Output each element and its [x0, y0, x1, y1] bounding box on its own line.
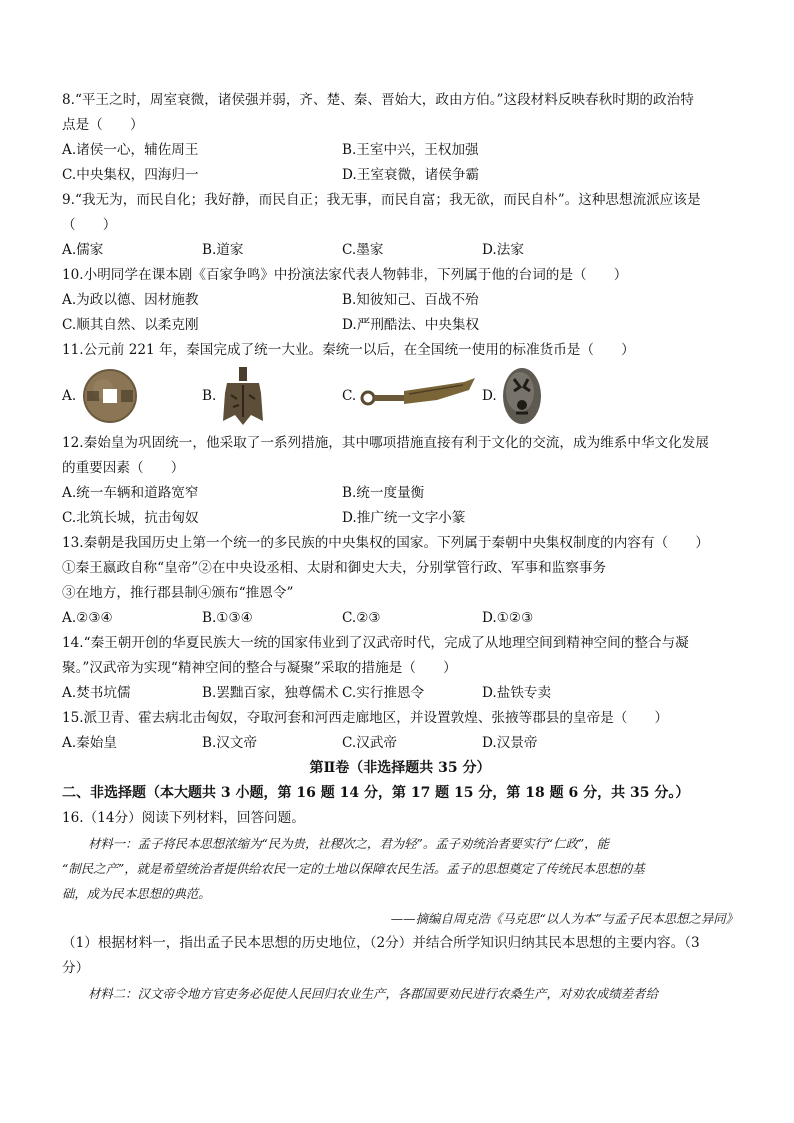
question-stem: 10.小明同学在课本剧《百家争鸣》中扮演法家代表人物韩非，下列属于他的台词的是（ ） — [62, 267, 628, 283]
option-d[interactable]: D.法家 — [482, 242, 524, 258]
material-line: 材料二：汉文帝令地方官吏务必促使人民回归农业生产，各郡国要劝民进行农桑生产，对劝农成绩差者给 — [88, 986, 658, 1001]
material-line: 础，成为民本思想的典范。 — [62, 886, 211, 901]
question-stem: 15.派卫青、霍去病北击匈奴，夺取河套和河西走廊地区，并设置敦煌、张掖等郡县的皇帝是（ ） — [62, 710, 669, 726]
material-two — [62, 981, 738, 1006]
option-label: B. — [202, 388, 217, 404]
option-d[interactable] — [482, 365, 622, 427]
question-stem: 16.（14分）阅读下列材料，回答问题。 — [62, 810, 305, 826]
statement-list: ①秦王嬴政自称“皇帝”②在中央设丞相、太尉和御史大夫，分别掌管行政、军事和监察事务 — [62, 560, 607, 576]
section-title: 第Ⅱ卷（非选择题共 35 分） — [309, 760, 491, 776]
round-square-hole-coin-icon — [79, 367, 141, 425]
option-d[interactable]: D.①②③ — [482, 610, 534, 626]
option-a[interactable]: A.②③④ — [62, 610, 113, 626]
option-label: A. — [62, 388, 77, 404]
option-a[interactable]: A.统一车辆和道路宽窄 — [62, 485, 199, 501]
material-line: 材料一：孟子将民本思想浓缩为“民为贵，社稷次之，君为轻”。孟子劝统治者要实行“仁政”，能 — [88, 836, 609, 851]
option-c[interactable]: C.墨家 — [342, 242, 384, 258]
option-d[interactable]: D.王室衰微，诸侯争霸 — [342, 167, 480, 183]
question-stem: （ ） — [62, 217, 117, 233]
option-c[interactable]: C.顺其自然、以柔克刚 — [62, 317, 199, 333]
question-stem: 9.“我无为，而民自化；我好静，而民自正；我无事，而民自富；我无欲，而民自朴”。这种思想流派应该是 — [62, 192, 701, 208]
question-stem: 8.“平王之时，周室衰微，诸侯强并弱，齐、楚、秦、晋始大，政由方伯。”这段材料反映春秋时期的政治特 — [62, 92, 694, 108]
option-b[interactable]: B.统一度量衡 — [342, 485, 425, 501]
question-13 — [62, 531, 738, 631]
part-title: 二、非选择题（本大题共 3 小题，第 16 题 14 分，第 17 题 15 分，第 18 题 6 分，共 35 分。） — [62, 785, 690, 801]
knife-coin-icon — [359, 376, 479, 416]
option-a[interactable]: A.秦始皇 — [62, 735, 117, 751]
spade-coin-icon — [219, 365, 267, 427]
question-9 — [62, 188, 738, 263]
question-15 — [62, 706, 738, 756]
option-d[interactable]: D.盐铁专卖 — [482, 685, 552, 701]
option-d[interactable]: D.严刑酷法、中央集权 — [342, 317, 480, 333]
exam-page — [62, 88, 738, 1006]
option-c[interactable]: C.北筑长城，抗击匈奴 — [62, 510, 199, 526]
sub-question-1: 分） — [62, 960, 90, 976]
question-12 — [62, 431, 738, 531]
question-stem: 13.秦朝是我国历史上第一个统一的多民族的中央集权的国家。下列属于秦朝中央集权制度的内容有（ ） — [62, 535, 709, 551]
option-d[interactable]: D.汉景帝 — [482, 735, 538, 751]
option-c[interactable]: C.中央集权，四海归一 — [62, 167, 199, 183]
sub-question-1: （1）根据材料一，指出孟子民本思想的历史地位，（2分）并结合所学知识归纳其民本思想的主要内容。（3 — [62, 935, 700, 951]
material-source: ——摘编自周克浩《马克思“以人为本”与孟子民本思想之异同》 — [390, 911, 738, 926]
question-stem: 的重要因素（ ） — [62, 460, 185, 476]
question-stem: 14.“秦王朝开创的华夏民族大一统的国家伟业到了汉武帝时代，完成了从地理空间到精神空间的整合与凝 — [62, 635, 689, 651]
option-a[interactable]: A.为政以德、因材施教 — [62, 292, 199, 308]
question-11 — [62, 338, 738, 427]
option-a[interactable]: A.儒家 — [62, 242, 104, 258]
option-label: C. — [342, 388, 357, 404]
ant-nose-coin-icon — [500, 365, 544, 427]
question-stem: 11.公元前 221 年，秦国完成了统一大业。秦统一以后，在全国统一使用的标准货币是（ ） — [62, 342, 635, 358]
question-stem: 12.秦始皇为巩固统一，他采取了一系列措施，其中哪项措施直接有利于文化的交流，成为维系中华文化发展 — [62, 435, 709, 451]
option-b[interactable]: B.①③④ — [202, 610, 253, 626]
option-a[interactable] — [62, 367, 202, 425]
option-d[interactable]: D.推广统一文字小篆 — [342, 510, 466, 526]
option-label: D. — [482, 388, 497, 404]
option-a[interactable]: A.诸侯一心，辅佐周王 — [62, 142, 199, 158]
statement-list: ③在地方，推行郡县制④颁布“推恩令” — [62, 585, 294, 601]
question-14 — [62, 631, 738, 706]
material-one — [62, 831, 738, 856]
option-b[interactable]: B.汉文帝 — [202, 735, 258, 751]
option-c[interactable] — [342, 376, 482, 416]
material-one-cont — [62, 856, 738, 906]
option-b[interactable]: B.道家 — [202, 242, 244, 258]
material-line: “制民之产”，就是希望统治者提供给农民一定的土地以保障农民生活。孟子的思想奠定了传统民本思想的基 — [62, 861, 645, 876]
option-b[interactable]: B.知彼知己、百战不殆 — [342, 292, 479, 308]
option-c[interactable]: C.②③ — [342, 610, 381, 626]
question-stem: 点是（ ） — [62, 117, 144, 133]
question-16 — [62, 806, 738, 1006]
option-b[interactable]: B.罢黜百家，独尊儒术 — [202, 685, 339, 701]
option-c[interactable]: C.汉武帝 — [342, 735, 398, 751]
question-8 — [62, 88, 738, 188]
option-c[interactable]: C.实行推恩令 — [342, 685, 425, 701]
option-b[interactable]: B.王室中兴，王权加强 — [342, 142, 479, 158]
question-10 — [62, 263, 738, 338]
question-stem: 聚。”汉武帝为实现“精神空间的整合与凝聚”采取的措施是（ ） — [62, 660, 457, 676]
option-b[interactable] — [202, 365, 342, 427]
option-a[interactable]: A.焚书坑儒 — [62, 685, 131, 701]
